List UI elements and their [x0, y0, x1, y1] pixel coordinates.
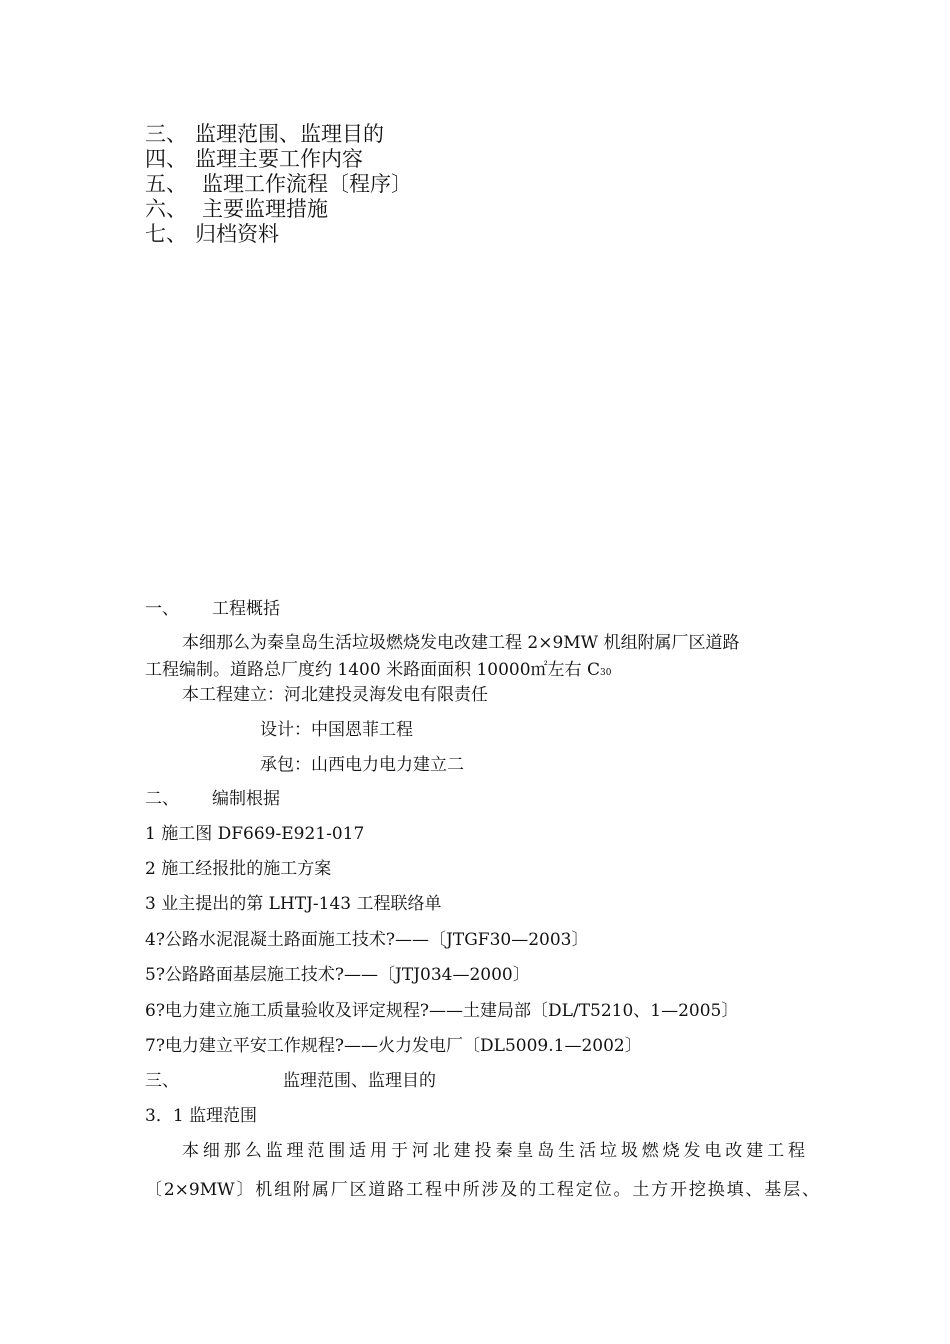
toc-item-number: 三、 [145, 122, 187, 146]
section-heading-2 [145, 788, 280, 810]
toc-item [145, 122, 412, 147]
overview-paragraph-line: 本细那么为秦皇岛生活垃圾燃烧发电改建工程 2×9MW 机组附属厂区道路 [182, 633, 740, 653]
scope-paragraph-line: 本细那么监理范围适用于河北建投秦皇岛生活垃圾燃烧发电改建工程 [182, 1141, 805, 1161]
section-title: 监理范围、监理目的 [283, 1071, 436, 1091]
section-heading-3 [145, 1070, 436, 1092]
toc-item-number: 五、 [145, 172, 187, 196]
overview-paragraph-line [145, 659, 611, 684]
toc-item-title: 归档资料 [195, 222, 279, 246]
concrete-grade-subscript: 30 [599, 668, 612, 678]
contractor-line: 承包：山西电力电力建立二 [260, 755, 464, 775]
basis-item: 7?电力建立平安工作规程?——火力发电厂〔DL5009.1—2002〕 [145, 1036, 642, 1056]
basis-item: 4?公路水泥混凝土路面施工技术?——〔JTGF30—2003〕 [145, 930, 589, 950]
designer-line: 设计：中国恩菲工程 [260, 720, 413, 740]
basis-item: 3 业主提出的第 LHTJ-143 工程联络单 [145, 894, 442, 914]
builder-line: 本工程建立：河北建投灵海发电有限责任 [182, 685, 488, 705]
toc-item-title: 监理主要工作内容 [195, 147, 363, 171]
subsection-heading: 3．1 监理范围 [145, 1106, 258, 1126]
toc-item-number: 七、 [145, 222, 187, 246]
toc-item [145, 172, 412, 197]
toc-item-title: 监理范围、监理目的 [195, 122, 384, 146]
toc-item [145, 197, 412, 222]
toc-item-title: 监理工作流程〔程序〕 [202, 172, 412, 196]
toc-item [145, 147, 412, 172]
overview-text: 工程编制。道路总厂度约 1400 米路面面积 10000㎡左右 C [145, 660, 600, 680]
section-number: 一、 [145, 599, 179, 619]
toc-item-title: 主要监理措施 [202, 197, 328, 221]
toc-item-number: 四、 [145, 147, 187, 171]
table-of-contents [145, 122, 412, 247]
section-number: 三、 [145, 1071, 179, 1091]
basis-item: 1 施工图 DF669-E921-017 [145, 824, 365, 844]
toc-item-number: 六、 [145, 197, 187, 221]
section-title: 工程概括 [212, 599, 280, 619]
section-title: 编制根据 [212, 789, 280, 809]
basis-item: 6?电力建立施工质量验收及评定规程?——土建局部〔DL/T5210、1—2005〕 [145, 1001, 739, 1021]
basis-item: 2 施工经报批的施工方案 [145, 859, 332, 879]
section-heading-1 [145, 598, 280, 620]
basis-item: 5?公路路面基层施工技术?——〔JTJ034—2000〕 [145, 965, 530, 985]
toc-item [145, 222, 412, 247]
section-number: 二、 [145, 789, 179, 809]
scope-paragraph-line: 〔2×9MW〕机组附属厂区道路工程中所涉及的工程定位。土方开挖换填、基层、 [145, 1180, 819, 1200]
